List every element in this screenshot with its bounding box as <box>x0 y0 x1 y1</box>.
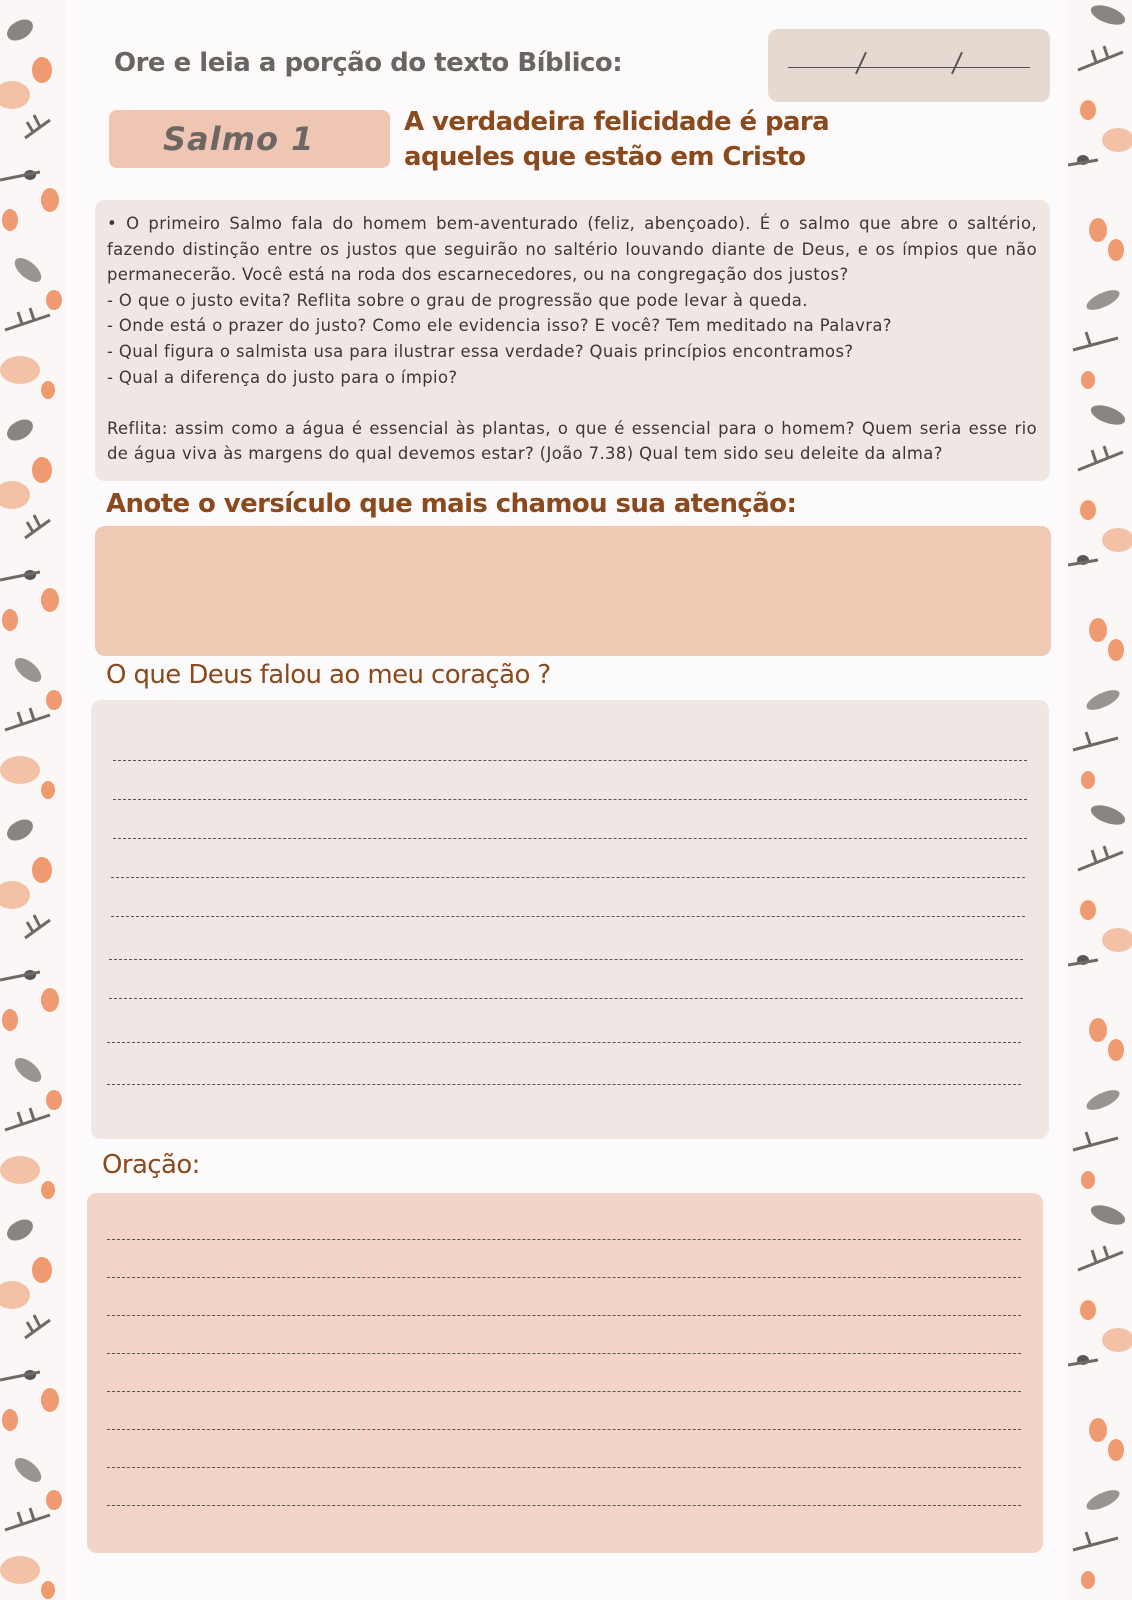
devotional-page <box>66 0 1068 1600</box>
writing-line <box>113 799 1027 800</box>
floral-pattern-icon <box>0 0 66 1600</box>
date-underline <box>788 67 1030 68</box>
floral-pattern-icon <box>1068 0 1132 1600</box>
writing-line <box>107 1084 1021 1085</box>
date-separator <box>951 52 963 75</box>
reflection-closing: Reflita: assim como a água é essencial às plantas, o que é essencial para o homem? Quem seria esse rio de água viva às margens do qual devemos estar? (João 7.38) Qual tem sido seu deleite da alma? <box>107 418 1037 464</box>
writing-line <box>111 916 1025 917</box>
writing-line <box>111 877 1025 878</box>
writing-line <box>107 1239 1021 1240</box>
writing-line <box>107 1277 1021 1278</box>
date-separator <box>855 52 867 75</box>
question-item: - Qual figura o salmista usa para ilustrar essa verdade? Quais princípios encontramos? <box>107 341 854 361</box>
writing-line <box>107 1391 1021 1392</box>
reflection-text <box>107 211 1037 467</box>
heart-writing-area[interactable] <box>91 700 1049 1139</box>
writing-line <box>107 1315 1021 1316</box>
floral-border-right <box>1068 0 1132 1600</box>
writing-line <box>107 1429 1021 1430</box>
question-item: - Onde está o prazer do justo? Como ele evidencia isso? E você? Tem meditado na Palavra? <box>107 316 892 336</box>
writing-line <box>109 998 1023 999</box>
floral-border-left <box>0 0 66 1600</box>
verse-writing-area[interactable] <box>95 526 1051 656</box>
date-field[interactable] <box>768 29 1050 102</box>
reflection-box <box>95 200 1050 481</box>
writing-line <box>107 1353 1021 1354</box>
passage-label: Salmo 1 <box>163 120 315 158</box>
verse-heading: Anote o versículo que mais chamou sua atenção: <box>106 489 797 519</box>
writing-line <box>107 1505 1021 1506</box>
theme-title: A verdadeira felicidade é para aqueles que estão em Cristo <box>404 107 830 172</box>
prayer-writing-area[interactable] <box>87 1193 1043 1553</box>
writing-line <box>107 1042 1021 1043</box>
writing-line <box>113 760 1027 761</box>
reading-prompt: Ore e leia a porção do texto Bíblico: <box>114 48 623 78</box>
heart-heading: O que Deus falou ao meu coração ? <box>106 660 551 690</box>
writing-line <box>107 1467 1021 1468</box>
question-item: - O que o justo evita? Reflita sobre o grau de progressão que pode levar à queda. <box>107 290 808 310</box>
reflection-intro: • O primeiro Salmo fala do homem bem-aventurado (feliz, abençoado). É o salmo que abre o saltério, fazendo distinção entre os justos que seguirão no saltério louvando diante de Deus, e os ímpios que não permanecerão. Você está na roda dos escarnecedores, ou na congregação dos justos? <box>107 214 1037 285</box>
writing-line <box>109 959 1023 960</box>
question-item: - Qual a diferença do justo para o ímpio? <box>107 367 458 387</box>
writing-line <box>113 838 1027 839</box>
passage-badge <box>109 110 390 168</box>
prayer-heading: Oração: <box>102 1150 200 1180</box>
